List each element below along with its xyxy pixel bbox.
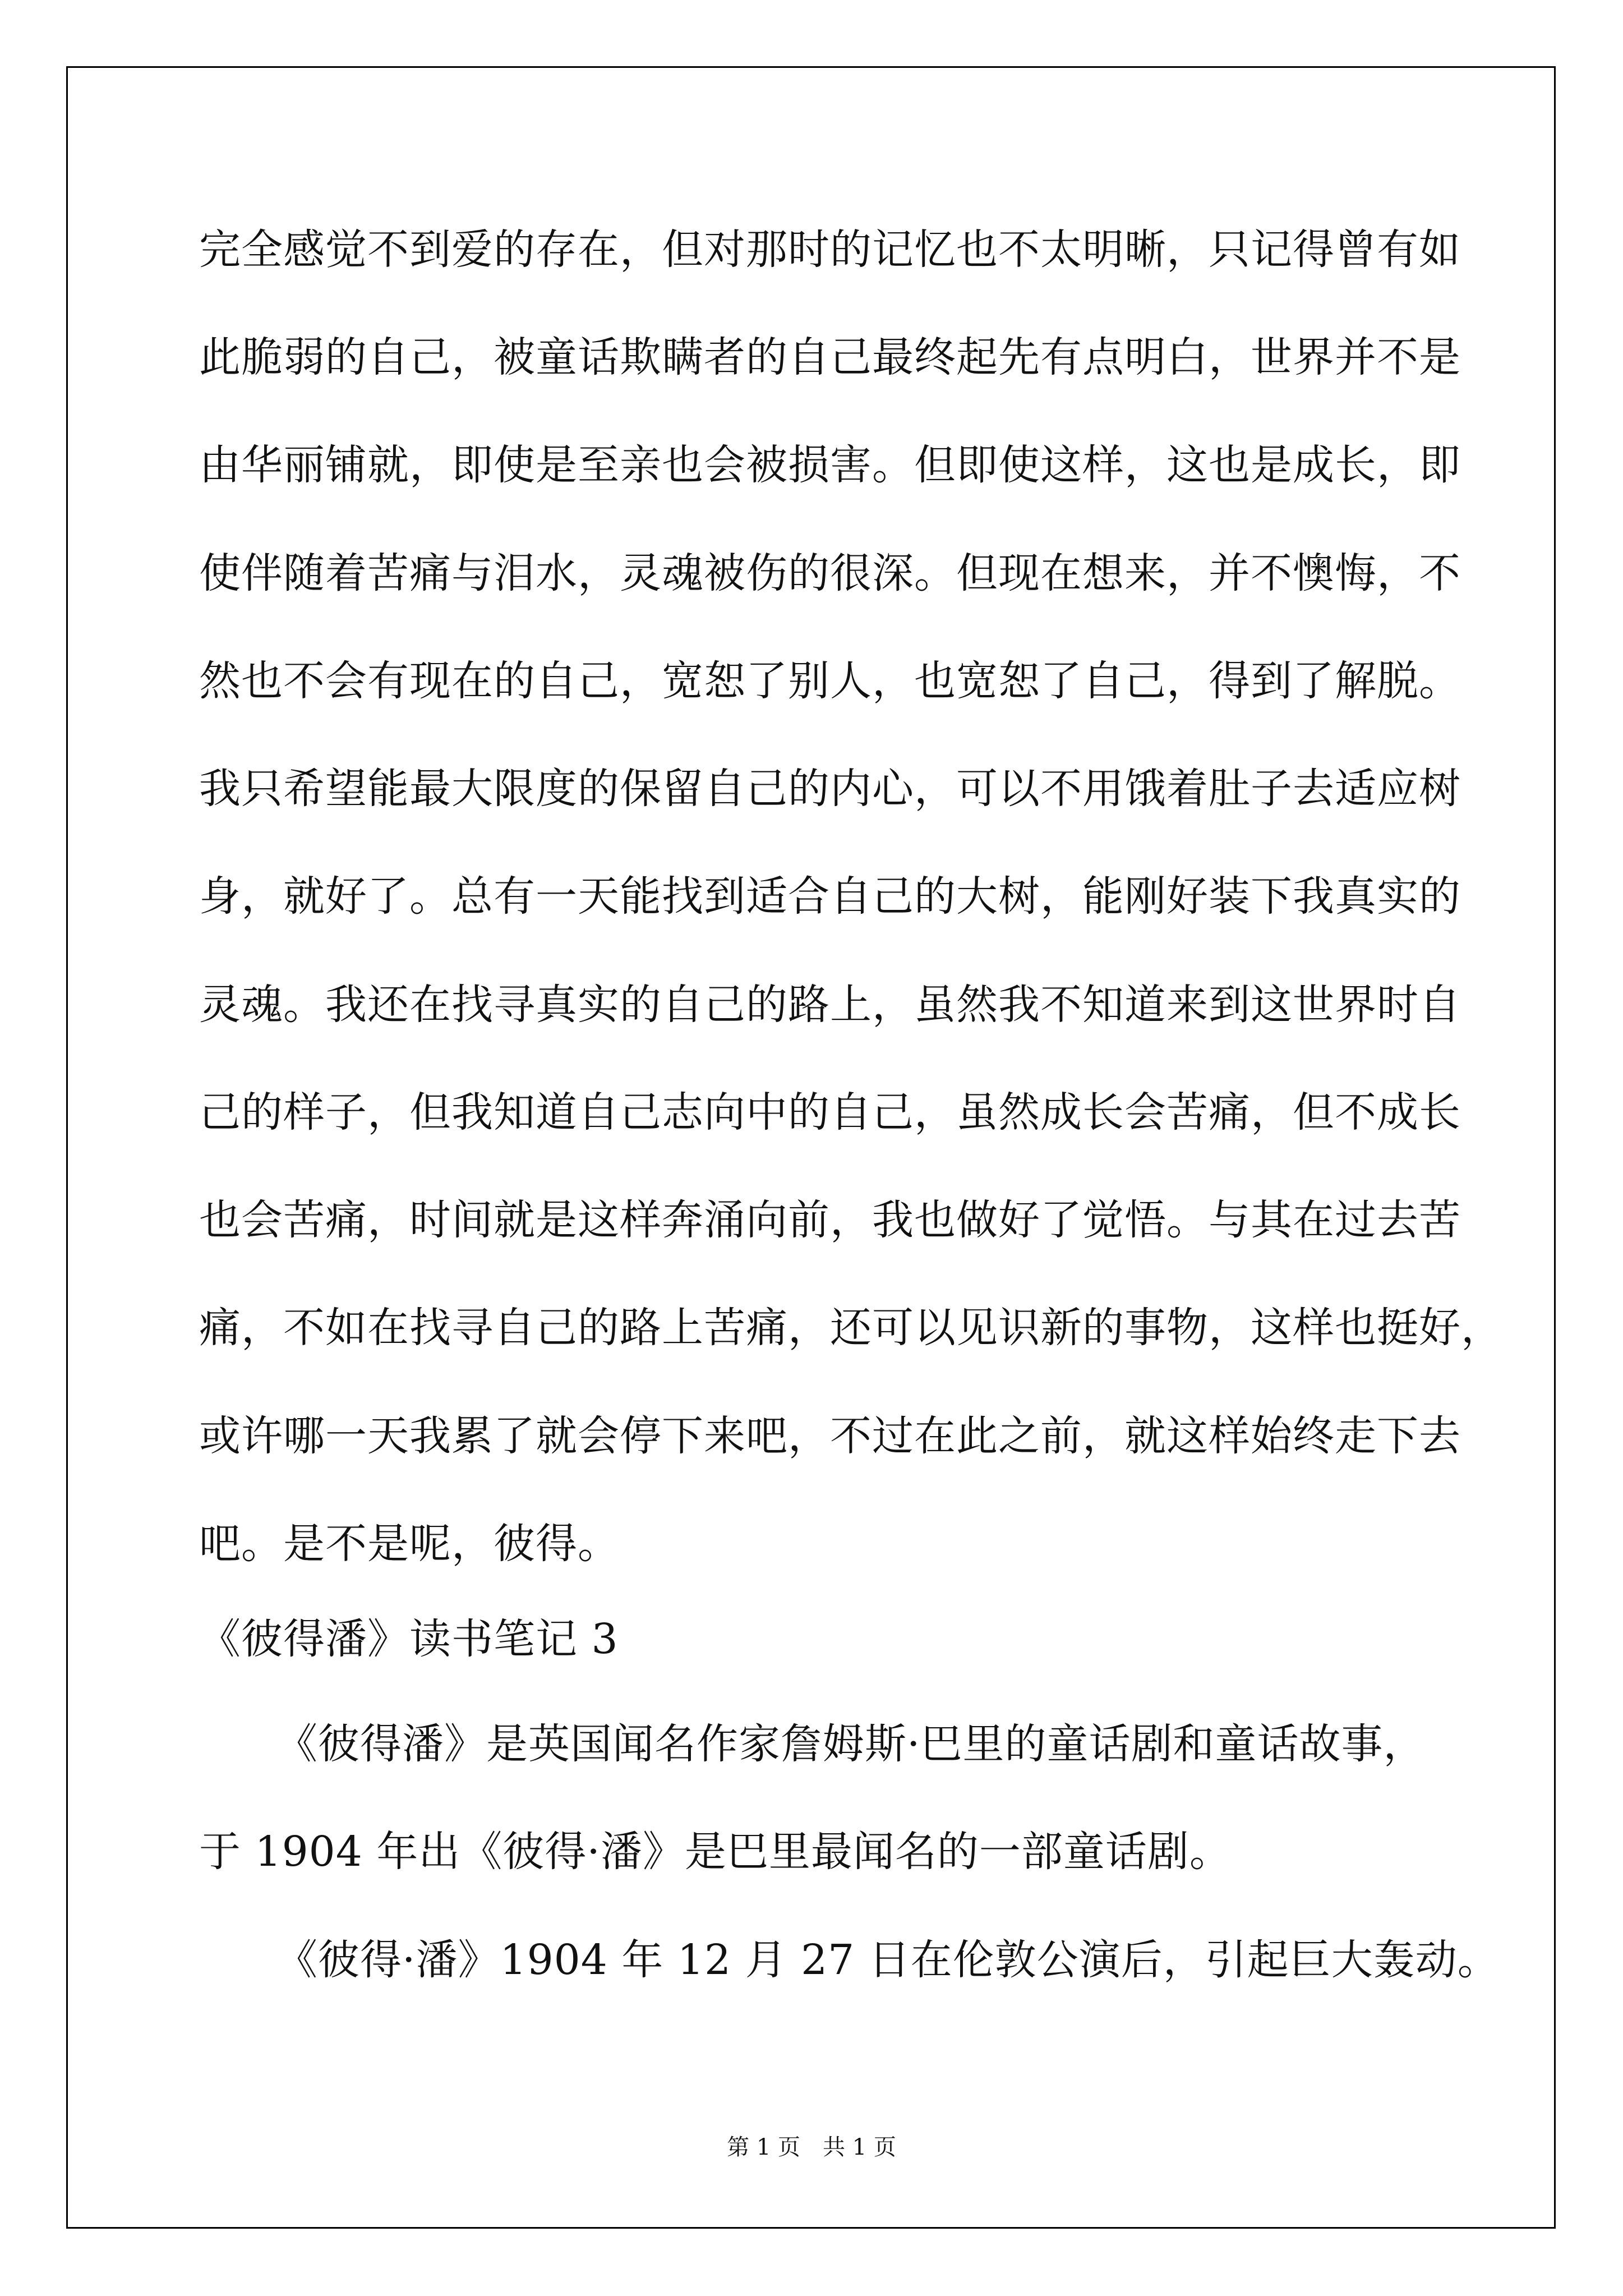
paragraph-line: 于 1904 年出《彼得·潘》是巴里最闻名的一部童话剧。	[199, 1828, 1232, 1876]
body-line: 完全感觉不到爱的存在，但对那时的记忆也不太明晰，只记得曾有如	[199, 226, 1461, 274]
body-line: 或许哪一天我累了就会停下来吧，不过在此之前，就这样始终走下去	[199, 1412, 1461, 1460]
body-line: 身，就好了。总有一天能找到适合自己的大树，能刚好装下我真实的	[199, 872, 1461, 921]
body-line: 己的样子，但我知道自己志向中的自己，虽然成长会苦痛，但不成长	[199, 1088, 1461, 1137]
page-footer: 第 1 页 共 1 页	[727, 2134, 896, 2160]
body-line: 由华丽铺就，即使是至亲也会被损害。但即使这样，这也是成长，即	[199, 441, 1461, 489]
body-line: 吧。是不是呢，彼得。	[199, 1520, 620, 1568]
body-line: 痛，不如在找寻自己的路上苦痛，还可以见识新的事物，这样也挺好，	[199, 1304, 1503, 1352]
body-line: 然也不会有现在的自己，宽恕了别人，也宽恕了自己，得到了解脱。	[199, 657, 1461, 705]
section-heading: 《彼得潘》读书笔记 3	[199, 1615, 619, 1663]
body-line: 也会苦痛，时间就是这样奔涌向前，我也做好了觉悟。与其在过去苦	[199, 1196, 1461, 1244]
page-border	[66, 66, 1556, 2229]
paragraph-line: 《彼得·潘》1904 年 12 月 27 日在伦敦公演后，引起巨大轰动。	[276, 1936, 1500, 1984]
paragraph-line: 《彼得潘》是英国闻名作家詹姆斯·巴里的童话剧和童话故事，	[276, 1720, 1426, 1768]
body-line: 我只希望能最大限度的保留自己的内心，可以不用饿着肚子去适应树	[199, 765, 1461, 813]
body-line: 此脆弱的自己，被童话欺瞒者的自己最终起先有点明白，世界并不是	[199, 333, 1461, 381]
body-line: 使伴随着苦痛与泪水，灵魂被伤的很深。但现在想来，并不懊悔，不	[199, 549, 1461, 597]
body-line: 灵魂。我还在找寻真实的自己的路上，虽然我不知道来到这世界时自	[199, 981, 1461, 1029]
